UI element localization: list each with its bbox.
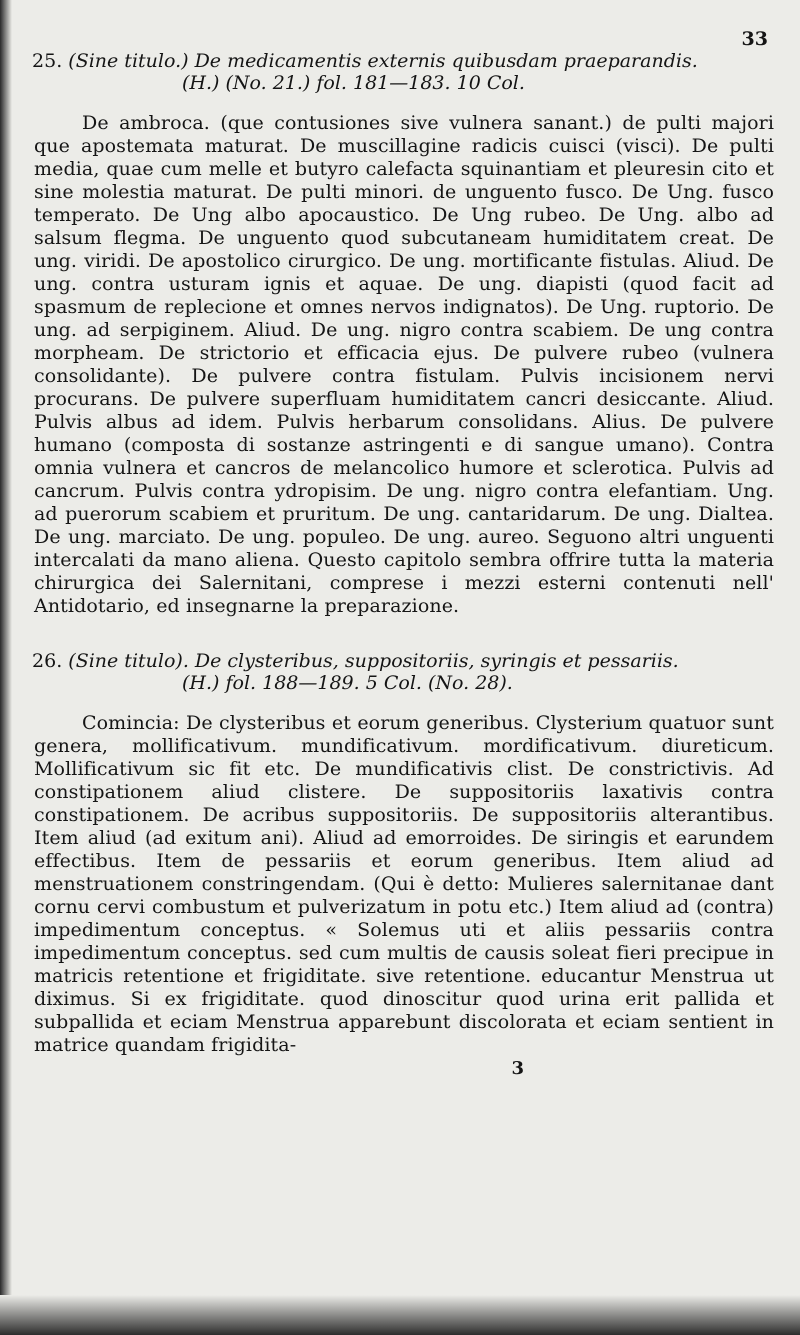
entry-25-number: 25	[32, 50, 57, 72]
entry-25-sep: .	[56, 50, 69, 72]
signature-mark: 3	[511, 1058, 524, 1079]
entry-26-number: 26	[32, 650, 57, 672]
entry-25	[20, 50, 774, 618]
page-edge-shadow	[0, 0, 12, 1335]
entry-25-reference: (H.) (No. 21.) fol. 181—183. 10 Col.	[182, 72, 525, 94]
entry-26-reference: (H.) fol. 188—189. 5 Col. (No. 28).	[182, 672, 513, 694]
entry-26-sep: .	[56, 650, 69, 672]
entry-26	[20, 650, 774, 1057]
entry-26-body: Comincia: De clysteribus et eorum generibus. Clysterium quatuor sunt genera, mollificativum. mundificativum. mordificativum. diureticum. Mollificativum sic fit etc. De mundificativis clist. De constrictivis. Ad constipationem aliud clistere. De suppositoriis laxativis contra constipationem. De acribus suppositoriis. De suppositoriis alterantibus. Item aliud (ad exitum ani). Aliud ad emorroides. De siringis et earundem effectibus. Item de pessariis et eorum generibus. Item aliud ad menstruationem constringendam. (Qui è detto: Mulieres salernitanae dant cornu cervi combustum et pulverizatum in potu etc.) Item aliud ad (contra) impedimentum conceptus. « Solemus uti et aliis pessariis contra impedimentum conceptus. sed cum multis de causis soleat fieri precipue in matricis retentione et frigiditate. sive retentione. educantur Menstrua ut diximus. Si ex frigiditate. quod dinoscitur quod urina erit pallida et subpallida et eciam Menstrua apparebunt discolorata et eciam sentient in matrice quandam frigidita-	[34, 712, 774, 1056]
page-number: 33	[741, 28, 768, 50]
entry-25-body: De ambroca. (que contusiones sive vulnera sanant.) de pulti majori que apostemata maturat. De muscillagine radicis cuisci (visci). De pulti media, quae cum melle et butyro calefacta squinantiam et pleuresin cito et sine molestia maturat. De pulti minori. de unguento fusco. De Ung. fusco temperato. De Ung albo apocaustico. De Ung rubeo. De Ung. albo ad salsum flegma. De unguento quod subcutaneam humiditatem creat. De ung. viridi. De apostolico cirurgico. De ung. mortificante fistulas. Aliud. De ung. contra usturam ignis et aquae. De ung. diapisti (quod facit ad spasmum de replecione et omnes nervos indignatos). De Ung. ruptorio. De ung. ad serpiginem. Aliud. De ung. nigro contra scabiem. De ung contra morpheam. De strictorio et efficacia ejus. De pulvere rubeo (vulnera consolidante). De pulvere contra fistulam. Pulvis incisionem nervi procurans. De pulvere superfluam humiditatem cancri desiccante. Aliud. Pulvis albus ad idem. Pulvis herbarum consolidans. Alius. De pulvere humano (composta di sostanze astringenti e di sangue umano). Contra omnia vulnera et cancros de melancolico humore et sclerotica. Pulvis ad cancrum. Pulvis contra ydropisim. De ung. nigro contra elefantiam. Ung. ad puerorum scabiem et pruritum. De ung. cantaridarum. De ung. Dialtea. De ung. marciato. De ung. populeo. De ung. aureo. Seguono altri unguenti intercalati da mano aliena. Questo capitolo sembra offrire tutta la materia chirurgica dei Salernitani, comprese i mezzi esterni contenuti nell' Antidotario, ed insegnarne la preparazione.	[34, 112, 774, 617]
entry-25-heading	[32, 50, 774, 72]
section-gap	[20, 618, 774, 650]
page-bottom-shadow	[0, 1295, 800, 1335]
entry-26-title: (Sine titulo). De clysteribus, suppositoriis, syringis et pessariis.	[68, 650, 679, 672]
entry-25-title: (Sine titulo.) De medicamentis externis quibusdam praeparandis.	[68, 50, 698, 72]
entry-26-heading	[32, 650, 774, 672]
